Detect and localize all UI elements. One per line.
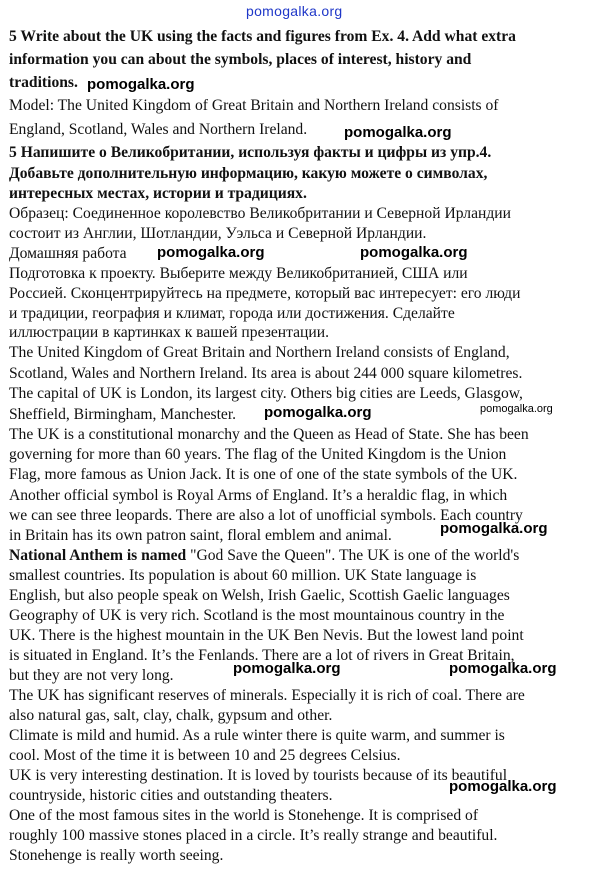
watermark: pomogalka.org [449,778,557,795]
answer-line: The UK is a constitutional monarchy and the Queen as Head of State. She has been [9,426,529,443]
answer-line: Another official symbol is Royal Arms of England. It’s a heraldic flag, in which [9,487,508,504]
answer-line: Geography of UK is very rich. Scotland is the most mountainous country in the [9,607,505,624]
answer-line: UK is very interesting destination. It is loved by tourists because of its beautiful [9,767,508,784]
answer-line: governing for more than 60 years. The flag of the United Kingdom is the Union [9,446,507,463]
task-heading-en: 5 Write about the UK using the facts and figures from Ex. 4. Add what extra [9,28,516,45]
anthem-rest: "God Save the Queen". The UK is one of the world's [186,547,520,564]
watermark: pomogalka.org [360,244,468,261]
task-heading-ru: 5 Напишите о Великобритании, используя факты и цифры из упр.4. [9,144,492,161]
answer-line: UK. There is the highest mountain in the UK Ben Nevis. But the lowest land point [9,627,524,644]
task-heading-en: information you can about the symbols, places of interest, history and [9,51,472,68]
model-ru: Образец: Соединенное королевство Великобритании и Северной Ирландии [9,205,511,222]
answer-line: The capital of UK is London, its largest city. Others big cities are Leeds, Glasgow, [9,385,523,402]
homework-label: Домашняя работа [9,245,127,262]
watermark: pomogalka.org [264,404,372,421]
answer-line: roughly 100 massive stones placed in a circle. It’s really strange and beautiful. [9,827,498,844]
answer-line: countryside, historic cities and outstanding theaters. [9,787,333,804]
answer-line: Climate is mild and humid. As a rule winter there is quite warm, and summer is [9,727,505,744]
model-en: England, Scotland, Wales and Northern Ireland. [9,121,308,138]
project-ru: иллюстрации в картинках к вашей презентации. [9,324,329,341]
answer-line: cool. Most of the time it is between 10 and 25 degrees Celsius. [9,747,401,764]
answer-line: is situated in England. It’s the Fenlands. There are a lot of rivers in Great Britain, [9,647,515,664]
watermark: pomogalka.org [449,660,557,677]
answer-line: Stonehenge is really worth seeing. [9,847,224,864]
watermark: pomogalka.org [157,244,265,261]
watermark: pomogalka.org [87,76,195,93]
answer-line: The UK has significant reserves of minerals. Especially it is rich of coal. There are [9,687,525,704]
anthem-bold: National Anthem is named [9,547,187,564]
answer-line: One of the most famous sites in the world is Stonehenge. It is comprised of [9,807,479,824]
answer-line: The United Kingdom of Great Britain and Northern Ireland consists of England, [9,344,510,361]
project-ru: Россией. Сконцентрируйтесь на предмете, который вас интересует: его люди [9,285,521,302]
answer-line: also natural gas, salt, clay, chalk, gypsum and other. [9,707,333,724]
answer-line: but they are not very long. [9,667,174,684]
answer-line: English, but also people speak on Welsh, Irish Gaelic, Scottish Gaelic languages [9,587,510,604]
model-ru: состоит из Англии, Шотландии, Уэльса и Северной Ирландии. [9,225,427,242]
answer-line: in Britain has its own patron saint, floral emblem and animal. [9,527,392,544]
project-ru: Подготовка к проекту. Выберите между Великобританией, США или [9,265,468,282]
model-en: Model: The United Kingdom of Great Britain and Northern Ireland consists of [9,97,499,114]
watermark: pomogalka.org [440,520,548,537]
project-ru: и традиции, география и климат, города или достижения. Сделайте [9,305,455,322]
answer-line: Sheffield, Birmingham, Manchester. [9,406,237,423]
task-heading-en: traditions. [9,74,78,91]
answer-line: smallest countries. Its population is about 60 million. UK State language is [9,567,477,584]
answer-line: we can see three leopards. There are also a lot of unofficial symbols. Each country [9,507,523,524]
watermark-small: pomogalka.org [480,403,553,415]
answer-line: Scotland, Wales and Northern Ireland. Its area is about 244 000 square kilometres. [9,365,523,382]
answer-line: Flag, more famous as Union Jack. It is one of one of the state symbols of the UK. [9,466,518,483]
watermark: pomogalka.org [344,124,452,141]
task-heading-ru: интересных местах, истории и традициях. [9,185,307,202]
task-heading-ru: Добавьте дополнительную информацию, какую можете о символах, [9,165,488,182]
anthem-line [9,545,519,566]
watermark-top: pomogalka.org [246,3,343,19]
watermark: pomogalka.org [233,660,341,677]
